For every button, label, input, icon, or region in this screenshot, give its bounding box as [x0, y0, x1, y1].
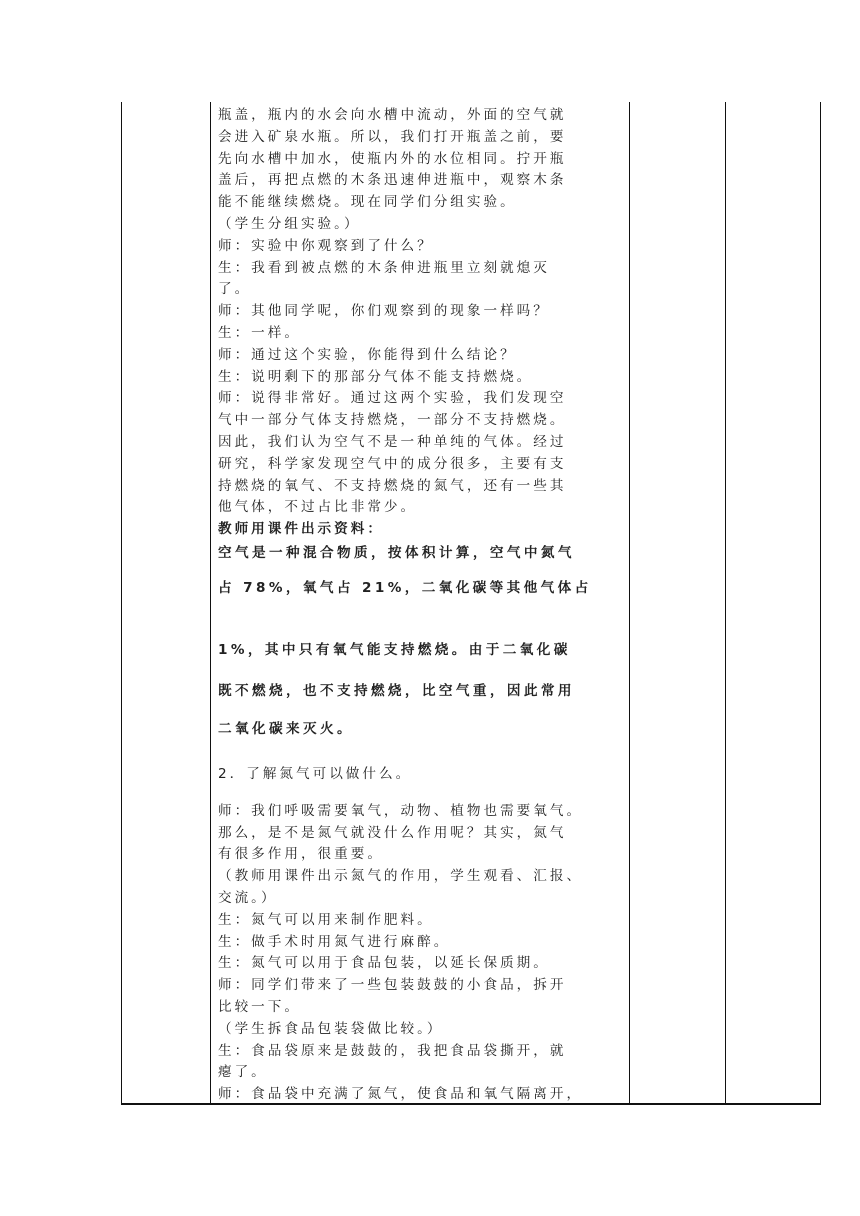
text-line: （学生分组实验。） — [218, 215, 361, 232]
text-line: 生：氮气可以用于食品包装，以延长保质期。 — [218, 955, 550, 972]
text-line: 师：其他同学呢，你们观察到的现象一样吗？ — [218, 303, 550, 320]
text-line: 师：我们呼吸需要氧气，动物、植物也需要氧气。 — [218, 802, 584, 819]
text-line: 盖后，再把点燃的木条迅速伸进瓶中，观察木条 — [218, 172, 567, 189]
text-line: 生：一样。 — [218, 324, 301, 341]
text-line: 能不能继续燃烧。现在同学们分组实验。 — [218, 194, 517, 211]
material-heading: 教师用课件出示资料： — [218, 521, 384, 538]
material-line: 既不燃烧，也不支持燃烧，比空气重，因此常用 — [218, 682, 575, 699]
text-line: 师：实验中你观察到了什么？ — [218, 237, 434, 254]
text-line: 他气体，不过占比非常少。 — [218, 499, 418, 516]
lesson-table — [121, 102, 821, 1105]
text-line: 了。 — [218, 281, 252, 298]
text-line: 生：做手术时用氮气进行麻醉。 — [218, 933, 451, 950]
material-block — [218, 541, 622, 748]
text-line: 先向水槽中加水，使瓶内外的水位相同。拧开瓶 — [218, 150, 567, 167]
text-line: 师：说得非常好。通过这两个实验，我们发现空 — [218, 390, 567, 407]
text-line: 那么，是不是氮气就没什么作用呢？其实，氮气 — [218, 824, 567, 841]
text-line: 师：通过这个实验，你能得到什么结论？ — [218, 346, 517, 363]
text-line: 师：同学们带来了一些包装鼓鼓的小食品，拆开 — [218, 977, 567, 994]
text-line: 交流。） — [218, 889, 278, 906]
text-line: 持燃烧的氧气、不支持燃烧的氮气，还有一些其 — [218, 477, 567, 494]
column-divider-1 — [210, 102, 211, 1105]
section-title: 2．了解氮气可以做什么。 — [218, 765, 413, 782]
material-line: 1%，其中只有氧气能支持燃烧。由于二氧化碳 — [218, 641, 571, 658]
material-line: 占 78%，氧气占 21%，二氧化碳等其他气体占 — [218, 579, 592, 596]
table-border-right — [820, 102, 821, 1105]
text-line: 比较一下。 — [218, 998, 301, 1015]
text-line: 气中一部分气体支持燃烧，一部分不支持燃烧。 — [218, 412, 567, 429]
text-line: 生：我看到被点燃的木条伸进瓶里立刻就熄灭 — [218, 259, 550, 276]
text-line: 生：氮气可以用来制作肥料。 — [218, 911, 434, 928]
text-line: （教师用课件出示氮气的作用，学生观看、汇报、 — [218, 868, 584, 885]
text-line: 瓶盖，瓶内的水会向水槽中流动，外面的空气就 — [218, 107, 567, 123]
text-line: 生：说明剩下的那部分气体不能支持燃烧。 — [218, 368, 534, 385]
text-line: 研究，科学家发现空气中的成分很多，主要有支 — [218, 455, 567, 472]
material-line: 二氧化碳来灭火。 — [218, 720, 354, 737]
text-line: 师：食品袋中充满了氮气，使食品和氧气隔离开， — [218, 1086, 584, 1103]
text-line: 会进入矿泉水瓶。所以，我们打开瓶盖之前，要 — [218, 128, 567, 145]
lesson-content-cell — [218, 102, 622, 1105]
material-line: 空气是一种混合物质，按体积计算，空气中氮气 — [218, 544, 575, 561]
column-divider-2 — [629, 102, 630, 1105]
text-line: 生：食品袋原来是鼓鼓的，我把食品袋撕开，就 — [218, 1042, 567, 1059]
text-line: 瘪了。 — [218, 1064, 268, 1081]
table-border-left — [121, 102, 122, 1105]
text-line: 因此，我们认为空气不是一种单纯的气体。经过 — [218, 433, 567, 450]
text-line: 有很多作用，很重要。 — [218, 846, 384, 863]
column-divider-3 — [725, 102, 726, 1105]
text-line: （学生拆食品包装袋做比较。） — [218, 1020, 444, 1037]
